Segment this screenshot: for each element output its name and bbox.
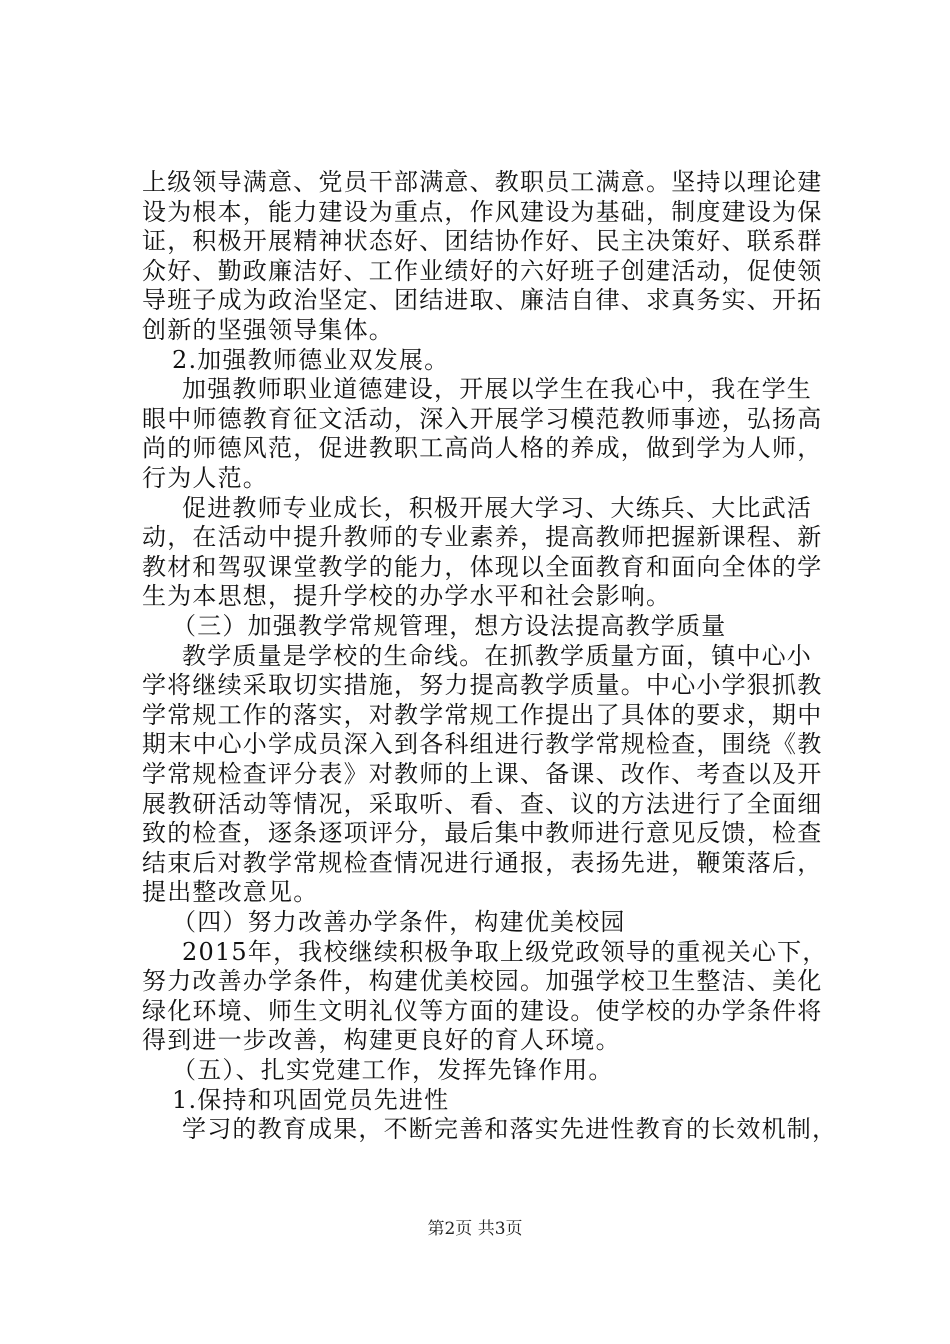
text-line: 提出整改意见。 [142,878,319,907]
text-line: 学常规工作的落实，对教学常规工作提出了具体的要求，期中 [142,700,823,729]
text-line: 证，积极开展精神状态好、团结协作好、民主决策好、联系群 [142,227,823,256]
paragraph-start: 教学质量是学校的生命线。在抓教学质量方面，镇中心小 [182,641,812,670]
text-line: 动，在活动中提升教师的专业素养，提高教师把握新课程、新 [142,523,823,552]
text-line: 行为人范。 [142,464,268,492]
text-line: 眼中师德教育征文活动，深入开展学习模范教师事迹，弘扬高 [142,404,823,433]
section-heading: （五）、扎实党建工作，发挥先锋作用。 [172,1056,614,1084]
text-line: 得到进一步改善，构建更良好的育人环境。 [142,1026,621,1055]
text-line: 教材和驾驭课堂教学的能力，体现以全面教育和面向全体的学 [142,552,823,581]
text-line: 创新的坚强领导集体。 [142,316,394,344]
text-line: 绿化环境、师生文明礼仪等方面的建设。使学校的办学条件将 [142,996,823,1025]
section-heading: 2.加强教师德业双发展。 [172,345,450,374]
text-line: 展教研活动等情况，采取听、看、查、议的方法进行了全面细 [142,789,823,818]
text-line: 结束后对教学常规检查情况进行通报，表扬先进，鞭策落后， [142,848,823,877]
section-heading: 1.保持和巩固党员先进性 [172,1085,450,1114]
text-line: 学将继续采取切实措施，努力提高教学质量。中心小学狠抓教 [142,671,823,700]
text-line: 设为根本，能力建设为重点，作风建设为基础，制度建设为保 [142,197,823,226]
paragraph-start: 促进教师专业成长，积极开展大学习、大练兵、大比武活 [182,493,812,522]
text-line: 尚的师德风范，促进教职工高尚人格的养成，做到学为人师， [142,434,823,463]
text-line: 众好、勤政廉洁好、工作业绩好的六好班子创建活动，促使领 [142,256,823,285]
paragraph-start: 学习的教育成果，不断完善和落实先进性教育的长效机制， [182,1115,838,1144]
section-heading: （四）努力改善办学条件，构建优美校园 [172,908,626,936]
text-line: 期末中心小学成员深入到各科组进行教学常规检查，围绕《教 [142,730,823,759]
paragraph-start: 加强教师职业道德建设，开展以学生在我心中，我在学生 [182,375,812,404]
paragraph-start: 2015年，我校继续积极争取上级党政领导的重视关心下， [182,937,828,966]
section-heading: （三）加强教学常规管理，想方设法提高教学质量 [172,612,727,640]
page-footer: 第2页 共3页 [427,1219,523,1239]
text-line: 上级领导满意、党员干部满意、教职员工满意。坚持以理论建 [142,168,823,196]
text-line: 生为本思想，提升学校的办学水平和社会影响。 [142,582,672,611]
text-line: 导班子成为政治坚定、团结进取、廉洁自律、求真务实、开拓 [142,286,823,315]
text-line: 致的检查，逐条逐项评分，最后集中教师进行意见反馈，检查 [142,819,823,848]
text-line: 努力改善办学条件，构建优美校园。加强学校卫生整洁、美化 [142,967,823,996]
text-line: 学常规检查评分表》对教师的上课、备课、改作、考查以及开 [142,760,823,788]
